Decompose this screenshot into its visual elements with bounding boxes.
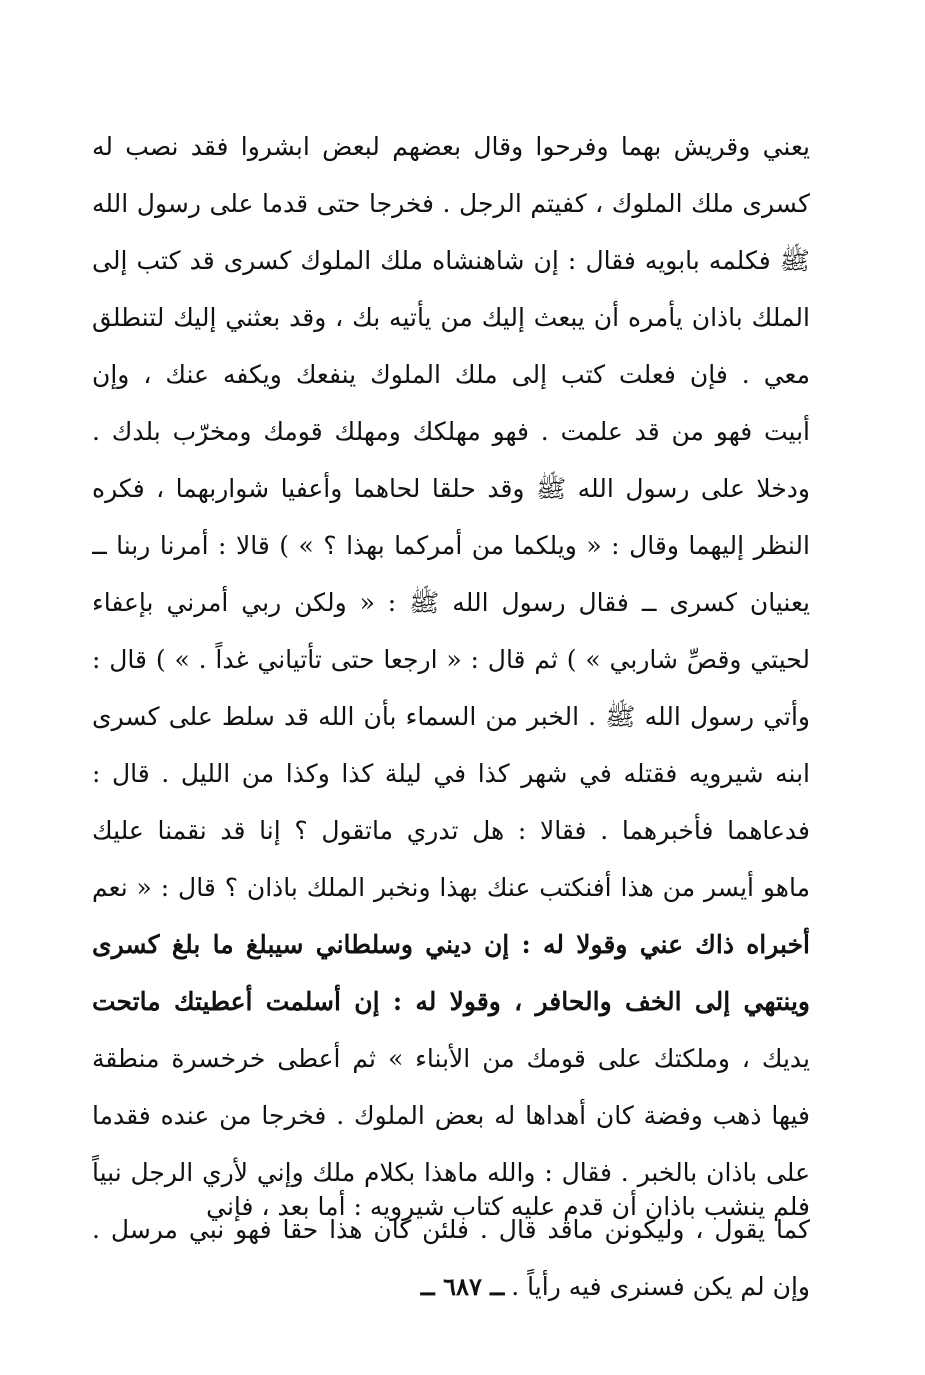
text-line: ابنه شيرويه فقتله في شهر كذا في ليلة كذا وكذا من الليل . قال : — [92, 759, 810, 788]
text-line: معي . فإن فعلت كتب إلى ملك الملوك ينفعك ويكفه عنك ، وإن — [92, 360, 810, 389]
text-line: ﷺ فكلمه بابويه فقال : إن شاهنشاه ملك الملوك كسرى قد كتب إلى — [92, 246, 810, 275]
text-line: ودخلا على رسول الله ﷺ وقد حلقا لحاهما وأعفيا شواربهما ، فكره — [92, 474, 810, 503]
second-paragraph — [92, 1178, 810, 1235]
text-line: وأتي رسول الله ﷺ . الخبر من السماء بأن الله قد سلط على كسرى — [92, 702, 810, 731]
text-line: فيها ذهب وفضة كان أهداها له بعض الملوك . فخرجا من عنده فقدما — [92, 1101, 810, 1130]
text-line: أبيت فهو من قد علمت . فهو مهلكك ومهلك قومك ومخرّب بلدك . — [92, 417, 810, 446]
text-line: وإن لم يكن فسنرى فيه رأياً . — [511, 1272, 810, 1301]
text-line: يعنيان كسرى ــ فقال رسول الله ﷺ : « ولكن ربي أمرني بإعفاء — [92, 588, 810, 617]
text-line: يديك ، وملكتك على قومك من الأبناء » ثم أعطى خرخسرة منطقة — [92, 1044, 810, 1073]
text-line: يعني وقريش بهما وفرحوا وقال بعضهم لبعض ابشروا فقد نصب له — [92, 132, 810, 161]
text-line: كسرى ملك الملوك ، كفيتم الرجل . فخرجا حتى قدما على رسول الله — [92, 189, 810, 218]
text-line: أخبراه ذاك عني وقولا له : إن ديني وسلطاني سيبلغ ما بلغ كسرى — [92, 930, 810, 959]
text-line: فدعاهما فأخبرهما . فقالا : هل تدري ماتقول ؟ إنا قد نقمنا عليك — [92, 816, 810, 845]
text-line: كما يقول ، وليكونن ماقد قال . فلئن كان هذا حقا فهو نبي مرسل . — [92, 1215, 810, 1244]
text-line: فلم ينشب باذان أن قدم عليه كتاب شيرويه : أما بعد ، فإني — [206, 1192, 810, 1221]
text-line: ماهو أيسر من هذا أفنكتب عنك بهذا ونخبر الملك باذان ؟ قال : « نعم — [92, 873, 810, 902]
main-paragraph — [92, 118, 810, 1315]
text-line: وينتهي إلى الخف والحافر ، وقولا له : إن أسلمت أعطيتك ماتحت — [92, 987, 810, 1016]
text-line: الملك باذان يأمره أن يبعث إليك من يأتيه بك ، وقد بعثني إليك لتنطلق — [92, 303, 810, 332]
text-line: لحيتي وقصِّ شاربي » ) ثم قال : « ارجعا حتى تأتياني غداً . » ) قال : — [92, 645, 810, 674]
text-line: على باذان بالخبر . فقال : والله ماهذا بكلام ملك وإني لأري الرجل نبياً — [92, 1158, 810, 1187]
text-line: النظر إليهما وقال : « ويلكما من أمركما بهذا ؟ » ) قالا : أمرنا ربنا ــ — [92, 531, 810, 560]
page-number: ــ ٦٨٧ ــ — [420, 1272, 505, 1301]
